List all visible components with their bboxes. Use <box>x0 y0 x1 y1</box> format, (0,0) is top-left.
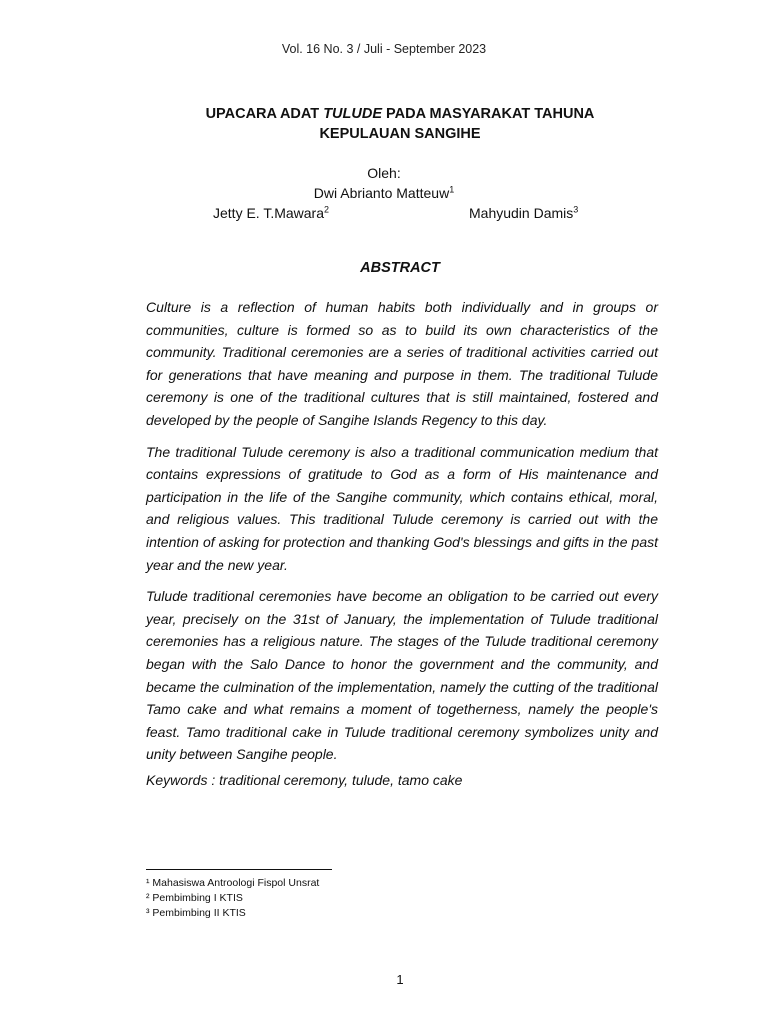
abstract-paragraph-3: Tulude traditional ceremonies have become an obligation to be carried out every year, precisely on the 31st of January, the implementation of Tulude traditional ceremonies has a religious nature. The stages of the Tulude traditional ceremony began with the Salo Dance to honor the government and the community, and became the culmination of the implementation, namely the cutting of the traditional Tamo cake and what remains a moment of togetherness, namely the people's feast. Tamo traditional cake in Tulude traditional ceremony symbolizes unity and unity between Sangihe people. <box>146 588 658 763</box>
keywords: Keywords : traditional ceremony, tulude, tamo cake <box>146 772 463 788</box>
author-3-footnote-mark: 3 <box>573 204 579 215</box>
footnote-2: ² Pembimbing I KTIS <box>146 892 243 904</box>
page-number: 1 <box>396 972 404 987</box>
by-label: Oleh: <box>367 165 401 181</box>
journal-header: Vol. 16 No. 3 / Juli - September 2023 <box>281 42 487 56</box>
title-italic-word: TULUDE <box>323 106 382 122</box>
author-1: Dwi Abrianto Matteuw$^1$ <box>313 184 455 201</box>
abstract-paragraph-1: Culture is a reflection of human habits both individually and in groups or communities, culture is formed so as to build its own characteristics of the community. Traditional ceremonies are a series of traditional activities carried out for generations that have meaning and purpose in them. The traditional Tulude ceremony is one of the traditional cultures that is still maintained, fostered and developed by the people of Sangihe Islands Regency to this day. <box>146 299 658 428</box>
abstract-body <box>146 296 658 775</box>
author-block <box>0 163 768 203</box>
author-3: Mahyudin Damis$^3$ <box>469 204 579 221</box>
footnotes <box>146 876 319 921</box>
author-2: Jetty E. T.Mawara$^2$ <box>213 204 330 221</box>
title-line-1: UPACARA ADAT TULUDE PADA MASYARAKAT TAHUNA <box>205 106 595 122</box>
author-2-footnote-mark: 2 <box>324 204 330 215</box>
title-line-2: KEPULAUAN SANGIHE <box>319 126 481 142</box>
footnote-divider <box>146 869 332 870</box>
footnote-1: ¹ Mahasiswa Antroologi Fispol Unsrat <box>146 877 320 889</box>
paper-title <box>150 104 650 144</box>
footnote-3: ³ Pembimbing II KTIS <box>146 907 246 919</box>
author-1-footnote-mark: 1 <box>449 184 455 195</box>
abstract-heading: ABSTRACT <box>360 260 440 276</box>
abstract-paragraph-2: The traditional Tulude ceremony is also a traditional communication medium that contains expressions of gratitude to God as a form of His maintenance and participation in the life of the Sangihe community, which contains ethical, moral, and religious values. This traditional Tulude ceremony is carried out with the intention of asking for protection and thanking God's blessings and gifts in the past year and the new year. <box>146 443 658 573</box>
